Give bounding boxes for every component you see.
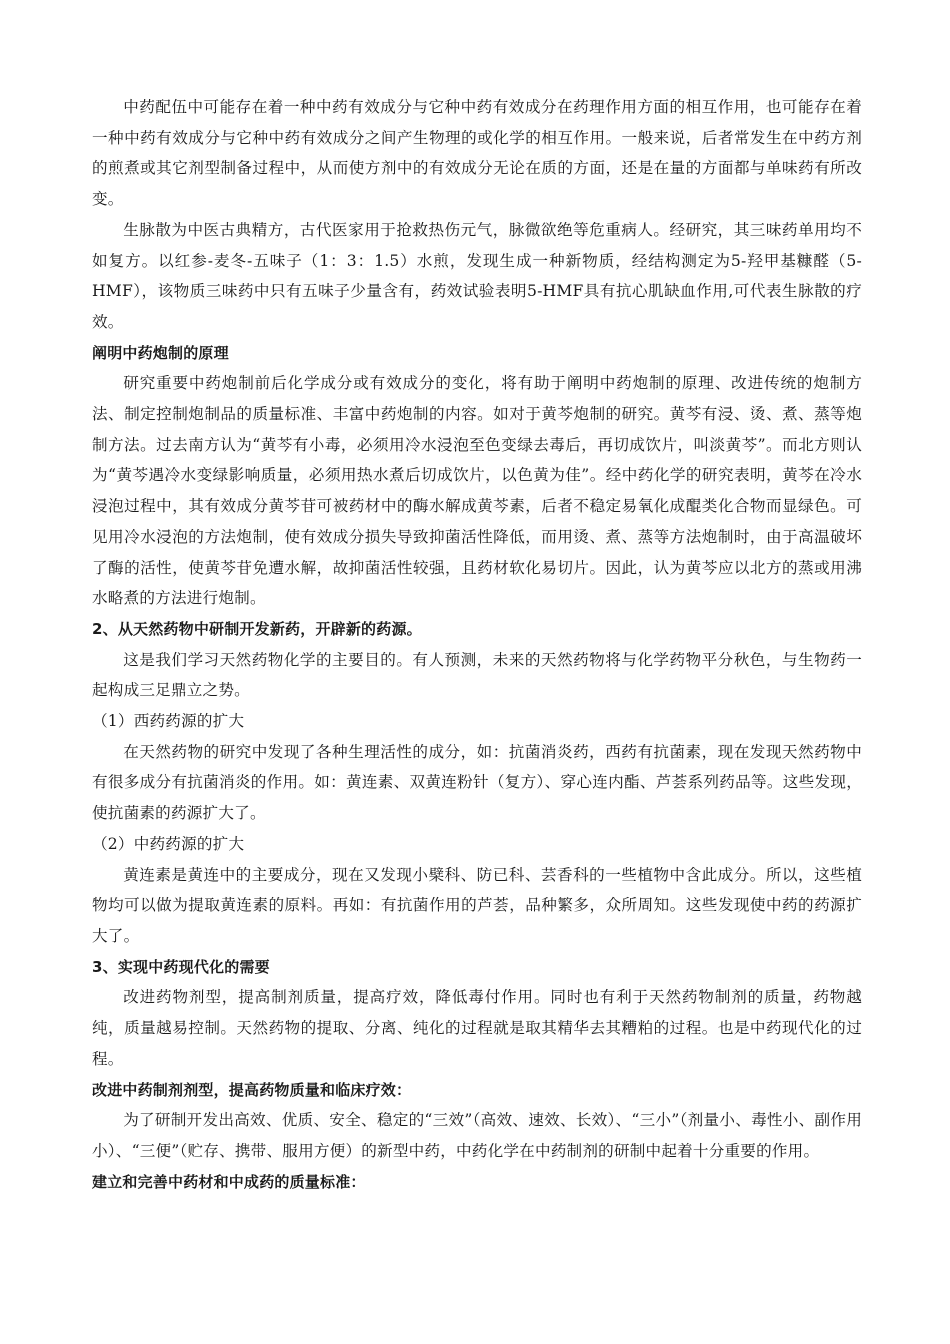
- heading-new-drugs: 2、从天然药物中研制开发新药，开辟新的药源。: [92, 619, 422, 638]
- paragraph-dosage-form: 改进药物剂型，提高制剂质量，提高疗效，降低毒付作用。同时也有利于天然药物制剂的质量，药物越纯，质量越易控制。天然药物的提取、分离、纯化的过程就是取其精华去其糟粕的过程。也是中药现代化的过程。: [92, 988, 862, 1068]
- heading-modernization: 3、实现中药现代化的需要: [92, 957, 270, 976]
- paragraph-antibacterial: 在天然药物的研究中发现了各种生理活性的成分，如：抗菌消炎药，西药有抗菌素，现在发现天然药物中有很多成分有抗菌消炎的作用。如：黄连素、双黄连粉针（复方）、穿心连内酯、芦荟系列药品等。这些发现，使抗菌素的药源扩大了。: [92, 742, 862, 823]
- heading-quality-standards: 建立和完善中药材和中成药的质量标准：: [92, 1172, 366, 1191]
- paragraph-huangqin: 研究重要中药炮制前后化学成分或有效成分的变化，将有助于阐明中药炮制的原理、改进传统的炮制方法、制定控制炮制品的质量标准、丰富中药炮制的内容。如对于黄芩炮制的研究。黄芩有浸、烫、煮、蒸等炮制方法。过去南方认为“黄芩有小毒，必须用冷水浸泡至色变绿去毒后，再切成饮片，叫淡黄芩”。而北方则认为“黄芩遇冷水变绿影响质量，必须用热水煮后切成饮片，以色黄为佳”。经中药化学的研究表明，黄芩在冷水浸泡过程中，其有效成分黄芩苷可被药材中的酶水解成黄芩素，后者不稳定易氧化成醌类化合物而显绿色。可见用冷水浸泡的方法炮制，使有效成分损失导致抑菌活性降低，而用烫、煮、蒸等方法炮制时，由于高温破坏了酶的活性，使黄芩苷免遭水解，故抑菌活性较强，且药材软化易切片。因此，认为黄芩应以北方的蒸或用沸水略煮的方法进行炮制。: [92, 374, 862, 608]
- subheading-western-source: （1）西药药源的扩大: [92, 712, 245, 731]
- heading-improve-preparation: 改进中药制剂剂型，提高药物质量和临床疗效：: [92, 1080, 412, 1099]
- paragraph-berberine: 黄连素是黄连中的主要成分，现在又发现小檗科、防已科、芸香科的一些植物中含此成分。所以，这些植物均可以做为提取黄连素的原料。再如：有抗菌作用的芦荟，品种繁多，众所周知。这些发现使中药的药源扩大了。: [92, 865, 862, 945]
- paragraph-purpose: 这是我们学习天然药物化学的主要目的。有人预测，未来的天然药物将与化学药物平分秋色，与生物药一起构成三足鼎立之势。: [92, 650, 862, 700]
- paragraph-compatibility: 中药配伍中可能存在着一种中药有效成分与它种中药有效成分在药理作用方面的相互作用，也可能存在着一种中药有效成分与它种中药有效成分之间产生物理的或化学的相互作用。一般来说，后者常发生在中药方剂的煎煮或其它剂型制备过程中，从而使方剂中的有效成分无论在质的方面，还是在量的方面都与单味药有所改变。: [92, 98, 862, 209]
- paragraph-shengmaisan: 生脉散为中医古典精方，古代医家用于抢救热伤元气，脉微欲绝等危重病人。经研究，其三味药单用均不如复方。以红参-麦冬-五味子（1：3：1.5）水煎，发现生成一种新物质，经结构测定为5-羟甲基糠醛（5-HMF），该物质三味药中只有五味子少量含有，药效试验表明5-HMF具有抗心肌缺血作用,可代表生脉散的疗效。: [92, 220, 862, 331]
- subheading-tcm-source: （2）中药药源的扩大: [92, 834, 245, 853]
- paragraph-three-effects: 为了研制开发出高效、优质、安全、稳定的“三效”（高效、速效、长效）、“三小”（剂量小、毒性小、副作用小）、“三便”（贮存、携带、服用方便）的新型中药，中药化学在中药制剂的研制中起着十分重要的作用。: [92, 1111, 862, 1160]
- heading-processing-principle: 阐明中药炮制的原理: [92, 343, 229, 362]
